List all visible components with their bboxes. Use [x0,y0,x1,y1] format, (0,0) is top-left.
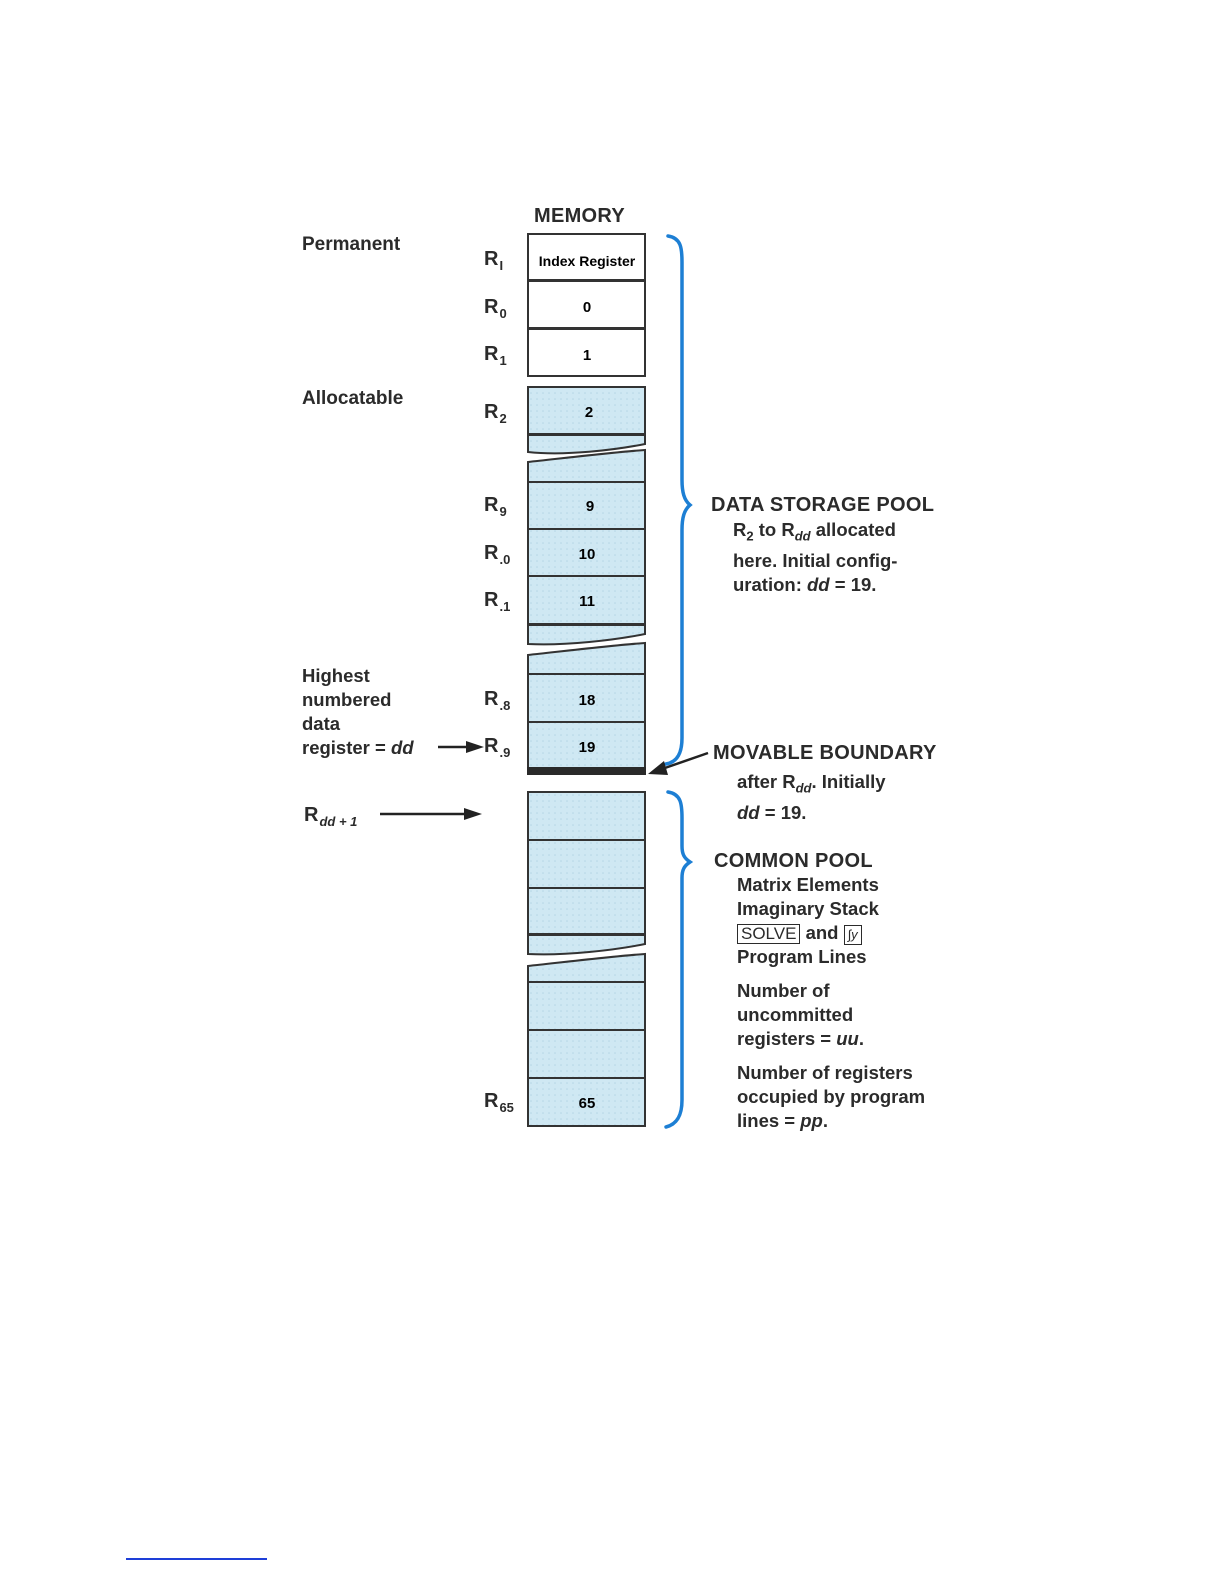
reg-label-r-0: $R_{.0}$ [484,542,511,567]
cell-torn-bottom-2 [528,643,645,674]
mb-line-1: after $R_{dd}$. Initially [737,771,886,796]
cp-item-2: Imaginary Stack [737,898,879,919]
common-pool-brace [666,792,690,1127]
dsp-line-3: uration: dd = 19. [733,573,877,595]
cell-common-4 [528,982,645,1030]
movable-boundary-bar [527,767,646,775]
movable-boundary-text [737,770,886,825]
cell-torn-top-2 [528,625,645,644]
reg-label-r65: $R_{65}$ [484,1090,514,1115]
common-pool-heading: COMMON POOL [714,850,873,872]
cp-item-1: Matrix Elements [737,874,879,895]
reg-label-r9: $R_9$ [484,494,507,519]
dsp-line-1: $R_2$ to $R_{dd}$ allocated [733,519,896,544]
highest-line-3: data [302,713,341,734]
cell-label-18: 18 [578,692,596,709]
cp-pp-line-3: lines = pp. [737,1110,828,1131]
cp-uu-line-3: registers = uu. [737,1028,864,1049]
cell-label-11: 11 [579,593,595,610]
reg-label-r2: $R_2$ [484,401,507,426]
memory-title: MEMORY [534,205,626,227]
register-dd-arrow [438,741,484,753]
reg-label-r-1: $R_{.1}$ [484,589,511,614]
mb-line-2: dd = 19. [737,801,807,823]
cp-pp-line-1: Number of registers [737,1062,913,1083]
cell-label-65: 65 [578,1095,596,1112]
data-storage-pool-heading: DATA STORAGE POOL [711,494,935,516]
permanent-label: Permanent [302,234,401,255]
cell-label-9: 9 [585,498,595,515]
cell-common-3 [528,888,645,934]
reg-label-r0: $R_0$ [484,296,507,321]
cp-uu-line-1: Number of [737,980,830,1001]
cell-label-19: 19 [578,739,596,756]
dsp-line-2: here. Initial config- [733,549,898,571]
highest-line-2: numbered [302,689,392,710]
cell-common-2 [528,840,645,888]
solve-key: SOLVE [737,924,800,944]
dd-text: dd [390,737,414,758]
common-pool-text [737,873,925,1133]
cell-label-10: 10 [578,546,596,563]
cell-torn-bottom-3 [528,954,645,982]
footer-rule [126,1558,267,1560]
reg-label-rdd1: $R_{dd + 1}$ [304,804,358,829]
data-storage-brace [666,236,690,764]
cp-item-4: Program Lines [737,946,867,967]
cell-label-index: Index Register [538,253,636,269]
data-storage-cells [528,387,645,768]
allocatable-label: Allocatable [302,388,404,409]
integral-key-icon: ∫y [844,925,862,945]
reg-label-r-8: $R_{.8}$ [484,688,511,713]
reg-label-r-9: $R_{.9}$ [484,735,511,760]
cp-item-3: SOLVE and ∫y [737,921,925,945]
data-storage-pool-text [733,518,897,597]
cp-uu-line-2: uncommitted [737,1004,854,1025]
highest-line-1: Highest [302,665,370,686]
cell-label-2: 2 [584,404,594,421]
cell-label-1: 1 [582,347,592,364]
rdd1-arrow [380,808,482,820]
cell-torn-top-3 [528,935,645,954]
highest-register-label [302,664,414,760]
cell-label-0: 0 [582,299,592,316]
register-eq-text: register = [302,737,391,758]
cell-torn-bottom-1 [528,450,645,482]
cp-pp-line-2: occupied by program [737,1086,926,1107]
movable-boundary-heading: MOVABLE BOUNDARY [713,742,937,764]
reg-label-ri: $R_I$ [484,248,504,273]
cell-common-5 [528,1030,645,1078]
common-pool-cells [528,792,645,1126]
cell-rdd1 [528,792,645,840]
reg-label-r1: $R_1$ [484,343,507,368]
highest-line-4 [302,736,414,760]
